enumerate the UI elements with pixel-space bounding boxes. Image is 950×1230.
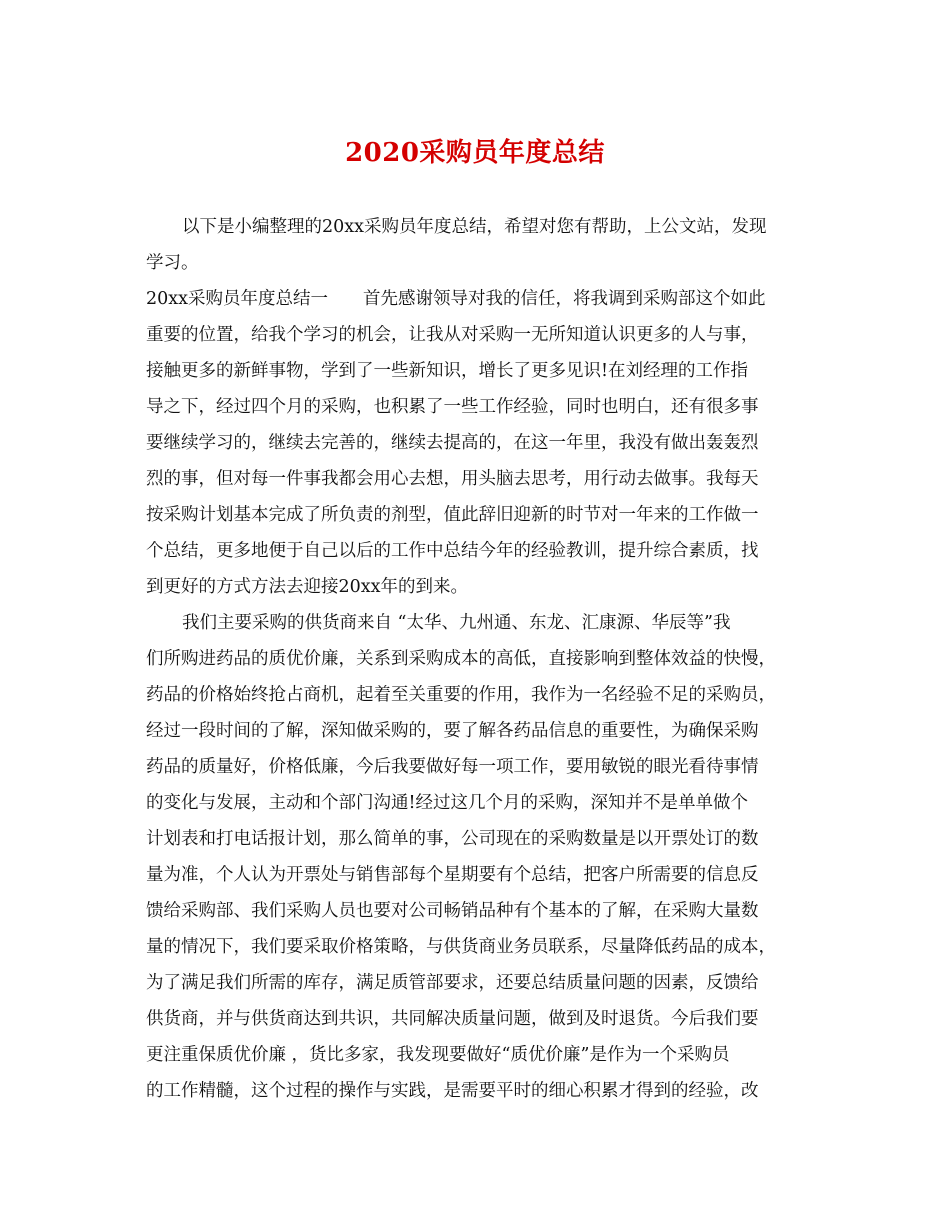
text-line: 接触更多的新鲜事物，学到了一些新知识，增长了更多见识!在刘经理的工作指 xyxy=(146,361,749,381)
text-line: 量为准，个人认为开票处与销售部每个星期要有个总结，把客户所需要的信息反 xyxy=(146,865,759,885)
text-line: 以下是小编整理的20xx采购员年度总结，希望对您有帮助，上公文站，发现 xyxy=(182,217,767,237)
text-line: 烈的事，但对每一件事我都会用心去想，用头脑去思考，用行动去做事。我每天 xyxy=(146,469,759,489)
text-line: 重要的位置，给我个学习的机会，让我从对采购一无所知道认识更多的人与事， xyxy=(146,325,759,345)
text-line: 为了满足我们所需的库存，满足质管部要求，还要总结质量问题的因素，反馈给 xyxy=(146,973,759,993)
text-line: 的变化与发展，主动和个部门沟通!经过这几个月的采购，深知并不是单单做个 xyxy=(146,793,749,813)
text-line: 计划表和打电话报计划，那么简单的事，公司现在的采购数量是以开票处订的数 xyxy=(146,829,759,849)
text-line: 我们主要采购的供货商来自 “太华、九州通、东龙、汇康源、华辰等”我 xyxy=(182,613,731,633)
document-title: 2020采购员年度总结 xyxy=(345,138,605,168)
text-line: 学习。 xyxy=(146,253,199,273)
text-line: 个总结，更多地便于自己以后的工作中总结今年的经验教训，提升综合素质，找 xyxy=(146,541,759,561)
document-body xyxy=(146,209,811,1109)
text-line: 量的情况下，我们要采取价格策略，与供货商业务员联系，尽量降低药品的成本， xyxy=(146,937,776,957)
text-line: 要继续学习的，继续去完善的，继续去提高的，在这一年里，我没有做出轰轰烈 xyxy=(146,433,759,453)
text-line: 药品的价格始终抢占商机，起着至关重要的作用，我作为一名经验不足的采购员， xyxy=(146,685,776,705)
text-line: 更注重保质优价廉 ，货比多家，我发现要做好“质优价廉”是作为一个采购员 xyxy=(146,1045,730,1065)
text-line: 到更好的方式方法去迎接20xx年的到来。 xyxy=(146,577,469,597)
text-line: 药品的质量好，价格低廉，今后我要做好每一项工作，要用敏锐的眼光看待事情 xyxy=(146,757,759,777)
text-line: 的工作精髓，这个过程的操作与实践，是需要平时的细心积累才得到的经验，改 xyxy=(146,1081,759,1101)
text-line: 供货商，并与供货商达到共识，共同解决质量问题，做到及时退货。今后我们要 xyxy=(146,1009,759,1029)
text-line: 按采购计划基本完成了所负责的剂型，值此辞旧迎新的时节对一年来的工作做一 xyxy=(146,505,759,525)
text-line: 们所购进药品的质优价廉，关系到采购成本的高低，直接影响到整体效益的快慢， xyxy=(146,649,776,669)
text-line: 导之下，经过四个月的采购，也积累了一些工作经验，同时也明白，还有很多事 xyxy=(146,397,759,417)
text-line: 20xx采购员年度总结一 首先感谢领导对我的信任，将我调到采购部这个如此 xyxy=(146,289,766,309)
text-line: 经过一段时间的了解，深知做采购的，要了解各药品信息的重要性，为确保采购 xyxy=(146,721,759,741)
text-line: 馈给采购部、我们采购人员也要对公司畅销品种有个基本的了解，在采购大量数 xyxy=(146,901,759,921)
